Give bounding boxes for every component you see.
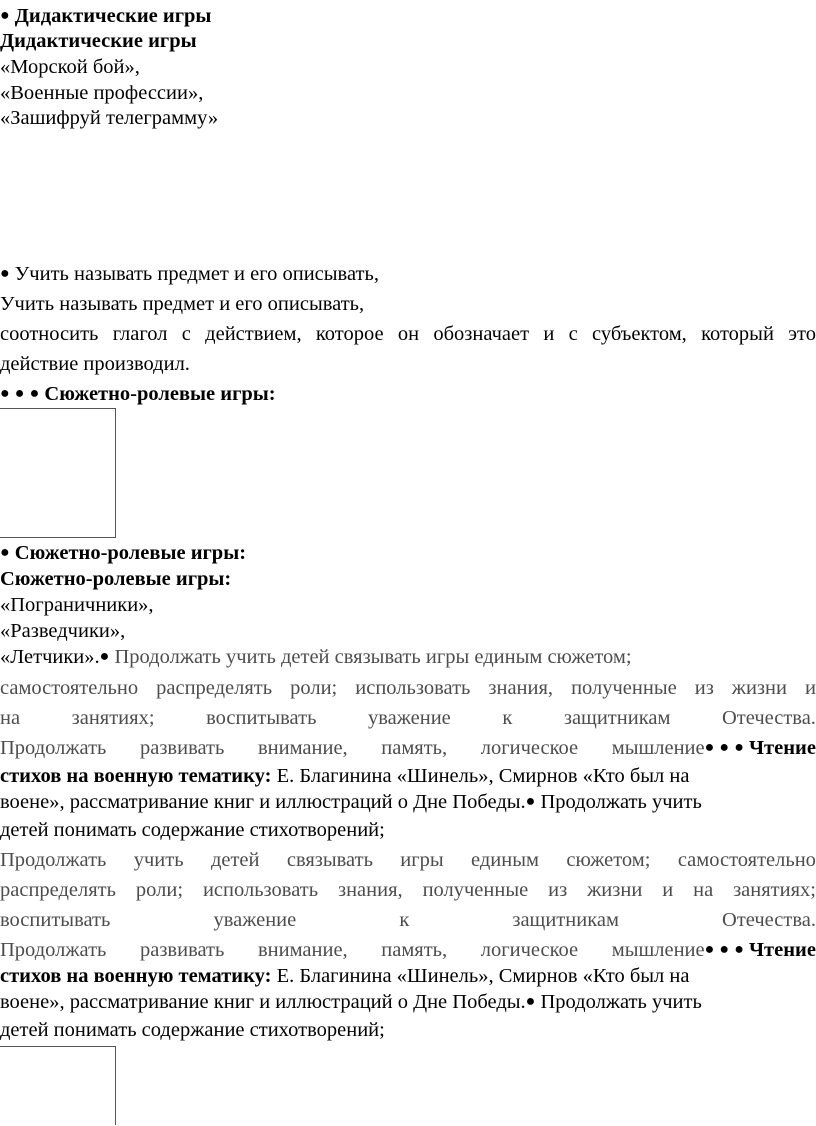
word: жизни [587, 879, 643, 901]
bullet-icon: ● [14, 385, 25, 402]
didactic-heading: Дидактические игры [0, 30, 197, 52]
word: к [399, 909, 410, 931]
didactic-game-3: «Зашифруй телеграмму» [0, 107, 219, 129]
word: внимание, [257, 939, 348, 961]
word: уважение [367, 707, 451, 729]
word: детей [210, 849, 260, 871]
word: самостоятельно [0, 677, 139, 699]
word: Продолжать [0, 737, 107, 759]
word: которое [315, 323, 384, 345]
word: с [181, 323, 191, 345]
word: использовать [202, 879, 319, 901]
block-teach-line: детей понимать содержание стихотворений; [0, 819, 385, 841]
word: мышление [611, 737, 705, 759]
word: память, [381, 939, 448, 961]
roleplay-heading: Сюжетно-ролевые игры: [0, 568, 232, 590]
bullet-icon: ● [0, 385, 10, 402]
didactic-game-1: «Морской бой», [0, 56, 140, 78]
bullet-icon: ● [719, 941, 730, 958]
block2-line-1 [0, 848, 816, 872]
word: полученные [422, 879, 529, 901]
word: действием, [205, 323, 302, 345]
roleplay-heading-text: Сюжетно-ролевые игры: [14, 542, 247, 564]
word: это [788, 323, 816, 345]
roleplay-label-text: Сюжетно-ролевые игры: [44, 383, 276, 405]
reading-authors: Е. Благинина «Шинель», Смирнов «Кто был на [276, 765, 690, 787]
word: субъектом, [592, 323, 687, 345]
bullet-icon: ● [0, 265, 10, 282]
word: самостоятельно [677, 849, 816, 871]
goal-line-1: Учить называть предмет и его описывать, [0, 293, 365, 315]
word: занятиях; [733, 879, 816, 901]
bullet-icon: ● [99, 648, 110, 665]
block-line-3 [0, 706, 816, 730]
word: распределять [156, 677, 273, 699]
roleplay-game-3: «Летчики». [0, 646, 100, 668]
reading-line-2: военe», рассматривание книг и иллюстраций о Дне Победы. [0, 791, 526, 813]
block2-reading-line [0, 964, 689, 988]
goal-bullet-text: Учить называть предмет и его описывать, [14, 263, 379, 285]
word: знания, [337, 879, 403, 901]
word: сюжетом; [566, 849, 651, 871]
word: учить [133, 849, 184, 871]
block-line-4 [0, 736, 816, 760]
word: игры [400, 849, 444, 871]
word: распределять [0, 879, 116, 901]
block2-teach-line: детей понимать содержание стихотворений; [0, 1019, 385, 1041]
word: роли; [290, 677, 338, 699]
word: знания, [488, 677, 554, 699]
block2-line-3 [0, 908, 816, 932]
bullet-icon: ● [704, 739, 715, 756]
word: память, [381, 737, 448, 759]
bullet-icon: ● [719, 739, 730, 756]
word: жизни [731, 677, 787, 699]
word: и [662, 879, 674, 901]
goal-line-2 [0, 322, 816, 346]
block-reading-line [0, 764, 689, 788]
bullet-icon: ● [29, 385, 40, 402]
word: логическое [480, 939, 579, 961]
didactic-game-2: «Военные профессии», [0, 82, 204, 104]
block2-line-2 [0, 878, 816, 902]
word: на [0, 707, 21, 729]
image-placeholder [0, 408, 116, 538]
block-intro: Продолжать учить детей связывать игры единым сюжетом; [114, 646, 632, 668]
block-reading-line-2 [0, 790, 702, 814]
word: роли; [135, 879, 184, 901]
word: защитникам [563, 707, 671, 729]
word: он [397, 323, 420, 345]
block2-reading-line-2 [0, 990, 702, 1014]
word: глагол [112, 323, 168, 345]
word: занятиях; [71, 707, 155, 729]
word: мышление [611, 939, 705, 961]
word: развивать [139, 737, 225, 759]
word: и [804, 677, 816, 699]
block2-line-4 [0, 938, 816, 962]
didactic-heading-bulleted [0, 4, 211, 28]
word: защитникам [512, 909, 619, 931]
block-line-2 [0, 676, 816, 700]
word: уважение [213, 909, 297, 931]
reading-heading-a: Чтение [749, 737, 816, 759]
word: с [568, 323, 578, 345]
word: на [693, 879, 714, 901]
word: логическое [480, 737, 579, 759]
roleplay-heading-bulleted [0, 541, 246, 565]
reading-heading-b: стихов на военную тематику: [0, 765, 272, 787]
teach-a: Продолжать учить [540, 991, 702, 1013]
roleplay-game-1: «Пограничники», [0, 594, 154, 616]
goal-bullet-line [0, 262, 379, 286]
bullet-icon: ● [525, 793, 536, 810]
word: соотносить [0, 323, 99, 345]
word: воспитывать [0, 909, 111, 931]
roleplay-game-3-line [0, 645, 632, 669]
reading-heading-a: Чтение [749, 939, 816, 961]
reading-line-2: военe», рассматривание книг и иллюстраций о Дне Победы. [0, 991, 526, 1013]
reading-authors: Е. Благинина «Шинель», Смирнов «Кто был на [276, 965, 690, 987]
word: использовать [355, 677, 471, 699]
word: который [701, 323, 774, 345]
bullet-icon: ● [734, 941, 744, 958]
word: внимание, [257, 737, 348, 759]
word: связывать [286, 849, 373, 871]
image-placeholder [0, 1046, 116, 1125]
word: из [694, 677, 714, 699]
bullet-icon: ● [704, 941, 715, 958]
word: Продолжать [0, 939, 107, 961]
word: из [548, 879, 568, 901]
reading-heading-b: стихов на военную тематику: [0, 965, 272, 987]
word: воспитывать [206, 707, 317, 729]
roleplay-label-line [0, 382, 276, 406]
bullet-icon: ● [0, 544, 10, 561]
word: Отечества. [721, 707, 816, 729]
word: к [502, 707, 513, 729]
word: и [543, 323, 555, 345]
goal-line-3: действие производил. [0, 353, 190, 375]
didactic-heading-text: Дидактические игры [14, 5, 212, 27]
word: Отечества. [722, 909, 816, 931]
word: обозначает [433, 323, 530, 345]
roleplay-game-2: «Разведчики», [0, 620, 126, 642]
bullet-icon: ● [525, 993, 536, 1010]
bullet-icon: ● [734, 739, 744, 756]
word: развивать [139, 939, 225, 961]
word: единым [471, 849, 539, 871]
word: Продолжать [0, 849, 107, 871]
word: полученные [571, 677, 677, 699]
teach-a: Продолжать учить [540, 791, 702, 813]
bullet-icon: ● [0, 7, 10, 24]
